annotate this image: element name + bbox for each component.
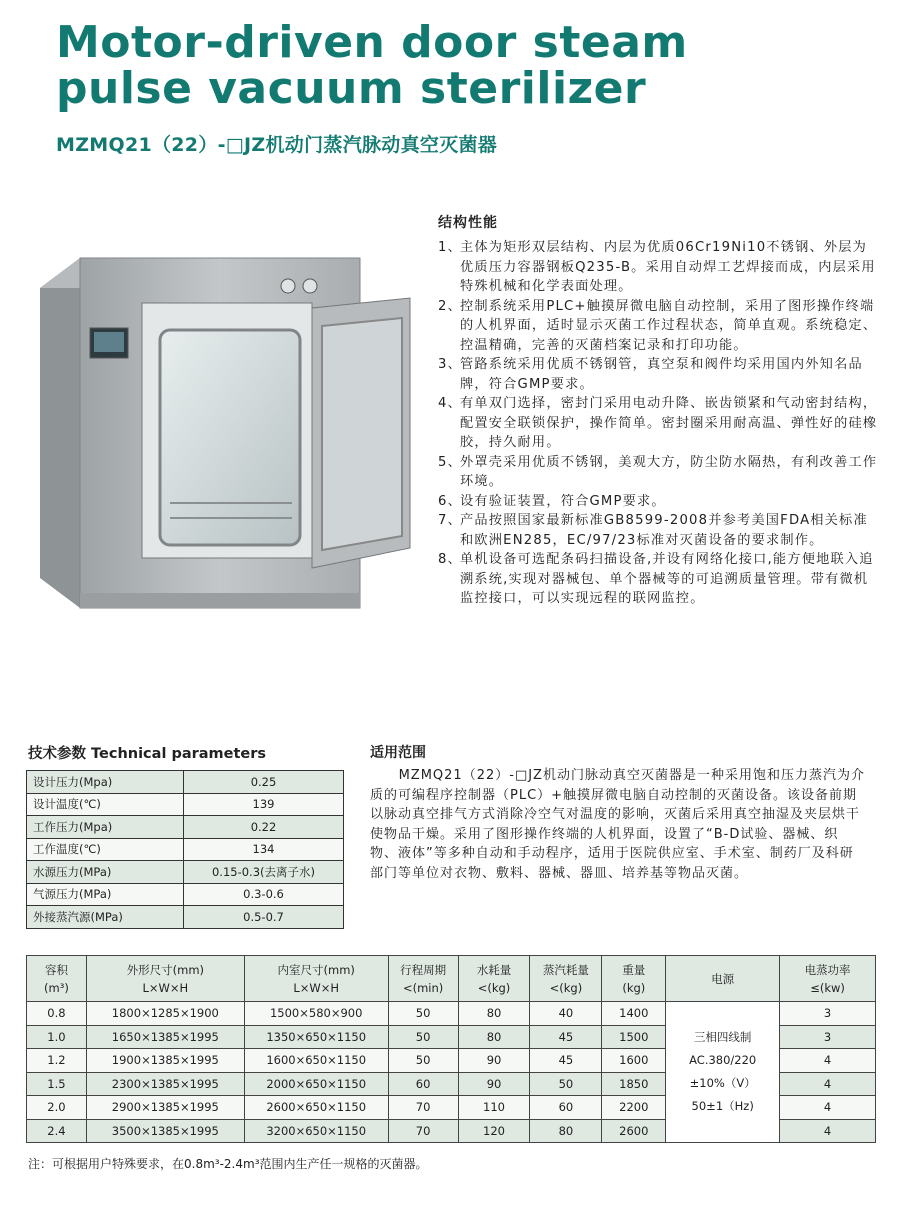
feature-number: 8、 [438, 552, 462, 567]
cell-steam: 80 [530, 1119, 602, 1143]
cell-volume: 1.2 [27, 1049, 87, 1073]
title-line-2: pulse vacuum sterilizer [56, 63, 647, 114]
scope-heading: 适用范围 [370, 745, 426, 761]
cell-cycle: 70 [388, 1096, 458, 1120]
feature-item [438, 511, 878, 550]
table-row [27, 838, 344, 861]
cell-kw: 4 [780, 1049, 876, 1073]
cell-weight: 1500 [602, 1025, 666, 1049]
cell-kw: 4 [780, 1072, 876, 1096]
cell-water: 80 [458, 1002, 530, 1026]
cell-inner-size: 2600×650×1150 [244, 1096, 388, 1120]
power-line: 三相四线制 [693, 1030, 752, 1044]
column-header: 外形尺寸(mm) L×W×H [86, 956, 244, 1002]
features-section [438, 212, 878, 609]
feature-item [438, 492, 878, 512]
column-header: 蒸汽耗量 <(kg) [530, 956, 602, 1002]
feature-text: 管路系统采用优质不锈钢管，真空泵和阀件均采用国内外知名品牌，符合GMP要求。 [460, 357, 863, 392]
feature-text: 设有验证装置，符合GMP要求。 [460, 493, 666, 509]
feature-text: 控制系统采用PLC+触摸屏微电脑自动控制，采用了图形操作终端的人机界面，适时显示灭菌工作过程状态，简单直观。系统稳定、控温精确，完善的灭菌档案记录和打印功能。 [460, 298, 878, 353]
param-value: 0.15-0.3(去离子水) [184, 861, 344, 884]
cell-weight: 1850 [602, 1072, 666, 1096]
feature-number: 1、 [438, 240, 462, 255]
column-header: 电源 [666, 956, 780, 1002]
scope-text: MZMQ21（22）-□JZ机动门脉动真空灭菌器是一种采用饱和压力蒸汽为介质的可编程序控制器（PLC）+触摸屏微电脑自动控制的灭菌设备。该设备前期以脉动真空排气方式消除冷空气对温度的影响，灭菌后采用真空抽湿及夹层烘干使物品干燥。采用了图形操作终端的人机界面，设置了“B-D试验、器械、织物、液体”等多种自动和手动程序，适用于医院供应室、手术室、制药厂及科研部门等单位对衣物、敷料、器械、器皿、培养基等物品灭菌。 [370, 768, 865, 881]
cell-inner-size: 3200×650×1150 [244, 1119, 388, 1143]
sterilizer-photo [30, 248, 420, 626]
feature-text: 外罩壳采用优质不锈钢，美观大方，防尘防水隔热，有利改善工作环境。 [460, 454, 878, 489]
param-value: 139 [184, 793, 344, 816]
cell-kw: 3 [780, 1025, 876, 1049]
cell-volume: 2.4 [27, 1119, 87, 1143]
param-label: 气源压力(MPa) [27, 883, 184, 906]
scope-section [370, 742, 865, 883]
column-header: 水耗量 <(kg) [458, 956, 530, 1002]
page-title [56, 17, 856, 114]
title-line-1: Motor-driven door steam [56, 17, 688, 68]
column-header: 电蒸功率 ≤(kw) [780, 956, 876, 1002]
cell-power-supply [666, 1002, 780, 1143]
feature-text: 有单双门选择，密封门采用电动升降、嵌齿锁紧和气动密封结构，配置安全联锁保护，操作简单。密封圈采用耐高温、弹性好的硅橡胶，持久耐用。 [460, 396, 878, 450]
cell-volume: 1.0 [27, 1025, 87, 1049]
feature-number: 4、 [438, 396, 462, 411]
column-header: 重量 (kg) [602, 956, 666, 1002]
feature-number: 5、 [438, 454, 462, 470]
cell-volume: 2.0 [27, 1096, 87, 1120]
feature-number: 2、 [438, 298, 462, 314]
table-row [27, 883, 344, 906]
param-label: 设计温度(℃) [27, 793, 184, 816]
feature-number: 6、 [438, 493, 462, 509]
feature-item [438, 355, 878, 394]
cell-weight: 1400 [602, 1002, 666, 1026]
cell-inner-size: 1600×650×1150 [244, 1049, 388, 1073]
table-row [27, 906, 344, 929]
cell-steam: 60 [530, 1096, 602, 1120]
param-value: 0.22 [184, 816, 344, 839]
cell-water: 90 [458, 1049, 530, 1073]
feature-item [438, 550, 878, 609]
power-line: ±10%（V） [689, 1076, 756, 1090]
cell-cycle: 50 [388, 1002, 458, 1026]
cell-outer-size: 2300×1385×1995 [86, 1072, 244, 1096]
cell-steam: 45 [530, 1049, 602, 1073]
feature-item [438, 238, 878, 297]
page-subtitle: MZMQ21（22）-□JZ机动门蒸汽脉动真空灭菌器 [56, 134, 498, 156]
cell-cycle: 60 [388, 1072, 458, 1096]
table-row [27, 771, 344, 794]
feature-item [438, 453, 878, 492]
column-header: 行程周期 <(min) [388, 956, 458, 1002]
cell-cycle: 50 [388, 1049, 458, 1073]
cell-cycle: 50 [388, 1025, 458, 1049]
power-line: 50±1（Hz) [691, 1099, 754, 1113]
cell-weight: 1600 [602, 1049, 666, 1073]
specs-table [26, 955, 876, 1143]
feature-item [438, 394, 878, 453]
param-label: 工作温度(℃) [27, 838, 184, 861]
table-row [27, 861, 344, 884]
param-value: 134 [184, 838, 344, 861]
param-label: 设计压力(Mpa) [27, 771, 184, 794]
cell-water: 80 [458, 1025, 530, 1049]
cell-volume: 0.8 [27, 1002, 87, 1026]
cell-water: 90 [458, 1072, 530, 1096]
feature-number: 3、 [438, 357, 462, 372]
power-line: AC.380/220 [689, 1053, 757, 1067]
cell-outer-size: 1900×1385×1995 [86, 1049, 244, 1073]
param-value: 0.5-0.7 [184, 906, 344, 929]
params-table [26, 770, 344, 929]
cell-outer-size: 2900×1385×1995 [86, 1096, 244, 1120]
cell-kw: 4 [780, 1096, 876, 1120]
table-row [27, 816, 344, 839]
param-value: 0.3-0.6 [184, 883, 344, 906]
param-label: 水源压力(MPa) [27, 861, 184, 884]
table-header-row [27, 956, 876, 1002]
column-header: 内室尺寸(mm) L×W×H [244, 956, 388, 1002]
column-header: 容积 (m³) [27, 956, 87, 1002]
cell-inner-size: 2000×650×1150 [244, 1072, 388, 1096]
param-value: 0.25 [184, 771, 344, 794]
cell-kw: 3 [780, 1002, 876, 1026]
cell-cycle: 70 [388, 1119, 458, 1143]
cell-weight: 2600 [602, 1119, 666, 1143]
cell-steam: 50 [530, 1072, 602, 1096]
footnote: 注：可根据用户特殊要求，在0.8m³-2.4m³范围内生产任一规格的灭菌器。 [28, 1157, 428, 1171]
cell-inner-size: 1500×580×900 [244, 1002, 388, 1026]
cell-inner-size: 1350×650×1150 [244, 1025, 388, 1049]
table-row [27, 1002, 876, 1026]
feature-text: 主体为矩形双层结构、内层为优质06Cr19Ni10不锈钢、外层为优质压力容器钢板Q235-B。采用自动焊工艺焊接而成，内层采用特殊机械和化学表面处理。 [460, 240, 876, 294]
cell-steam: 45 [530, 1025, 602, 1049]
param-label: 外接蒸汽源(MPa) [27, 906, 184, 929]
cell-steam: 40 [530, 1002, 602, 1026]
param-label: 工作压力(Mpa) [27, 816, 184, 839]
feature-item [438, 297, 878, 356]
cell-water: 120 [458, 1119, 530, 1143]
cell-kw: 4 [780, 1119, 876, 1143]
feature-text: 单机设备可选配条码扫描设备,并设有网络化接口,能方便地联入追溯系统,实现对器械包、单个器械等的可追溯质量管理。带有微机监控接口，可以实现远程的联网监控。 [460, 552, 874, 606]
table-row [27, 793, 344, 816]
feature-text: 产品按照国家最新标准GB8599-2008并参考美国FDA相关标准和欧洲EN285，EC/97/23标准对灭菌设备的要求制作。 [460, 513, 868, 548]
params-heading: 技术参数 Technical parameters [28, 746, 267, 762]
cell-outer-size: 1650×1385×1995 [86, 1025, 244, 1049]
feature-number: 7、 [438, 513, 462, 528]
cell-volume: 1.5 [27, 1072, 87, 1096]
cell-weight: 2200 [602, 1096, 666, 1120]
cell-water: 110 [458, 1096, 530, 1120]
cell-outer-size: 3500×1385×1995 [86, 1119, 244, 1143]
features-heading: 结构性能 [438, 215, 498, 231]
cell-outer-size: 1800×1285×1900 [86, 1002, 244, 1026]
